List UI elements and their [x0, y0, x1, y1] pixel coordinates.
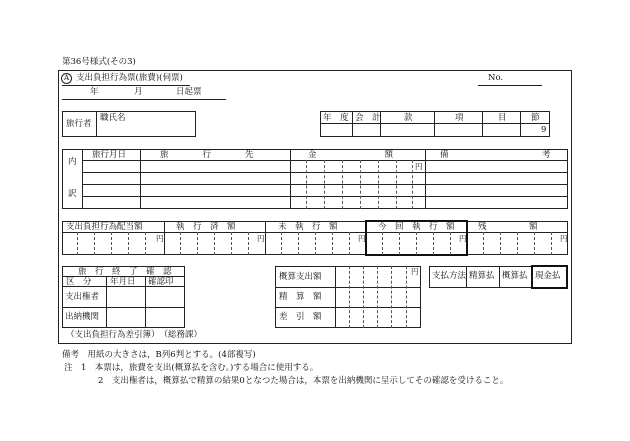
completion-title: 旅 行 終 了 確 認: [78, 267, 172, 277]
completion-col-date: 年月日: [110, 277, 136, 287]
payment-cash: 現金払: [535, 271, 561, 281]
completion-row-authority: 支出権者: [65, 292, 100, 302]
col-notes: 備 考: [440, 150, 551, 160]
budget-setsu: 節: [531, 113, 540, 123]
amount-remaining-label: 残 額: [478, 222, 538, 232]
traveler-label: 旅行者: [66, 119, 92, 129]
budget-kou: 項: [455, 113, 464, 123]
amount-this-time-label: 今 回 執 行 額: [378, 222, 455, 232]
settlement-yen: 円: [411, 267, 419, 276]
budget-kan: 款: [404, 113, 413, 123]
settlement-diff-label: 差 引 額: [279, 312, 322, 322]
breakdown-side-bottom: 訳: [68, 189, 77, 199]
col-destination: 旅 行 先: [160, 150, 254, 160]
budget-kaikei: 会 計: [355, 113, 381, 123]
breakdown-side-top: 内: [68, 157, 77, 167]
yen-remaining: 円: [560, 234, 568, 243]
settlement-approx-label: 概算支出額: [279, 272, 322, 282]
form-number: 第36号様式(その3): [62, 57, 136, 67]
date-suffix: 日起票: [176, 87, 202, 97]
settlement-settle-label: 精 算 額: [279, 292, 322, 302]
col-amount: 金 額: [308, 150, 394, 160]
amount-assigned-label: 支出負担行為配当額: [66, 222, 143, 232]
remarks: 備考 用紙の大きさは，B列6判とする。(4部複写): [62, 350, 256, 360]
number-label: No.: [488, 73, 504, 83]
yen-unexecuted: 円: [358, 234, 366, 243]
note-1: 注 1 本票は，旅費を支出(概算払を含む。)する場合に使用する。: [64, 363, 319, 373]
circle-mark: A: [61, 73, 72, 84]
payment-settle: 精算払: [469, 271, 495, 281]
amount-executed-label: 執 行 済 額: [176, 222, 236, 232]
completion-col-kubun: 区 分: [66, 277, 92, 287]
budget-moku: 目: [498, 113, 507, 123]
budget-setsu-value: 9: [541, 125, 547, 135]
yen-assigned: 円: [156, 234, 164, 243]
payment-approx: 概算払: [502, 271, 528, 281]
note-2: 2 支出権者は，概算払で精算の結果0となつた場合は，本票を出納機関に呈示してその確認を受けること。: [98, 376, 509, 386]
payment-method-label: 支払方法: [432, 271, 467, 281]
date-month: 月: [134, 87, 143, 97]
yen-this-time: 円: [459, 234, 467, 243]
form-title: 支出負担行為票(旅費)(伺票): [76, 73, 183, 83]
completion-row-cashier: 出納機関: [65, 312, 100, 322]
col-travel-date: 旅行月日: [92, 150, 127, 160]
traveler-name-label: 職氏名: [100, 113, 126, 123]
amount-unexecuted-label: 未 執 行 額: [278, 222, 338, 232]
sub-note: （支出負担行為差引簿） （総務課）: [66, 330, 203, 340]
breakdown-yen: 円: [415, 162, 423, 171]
yen-executed: 円: [257, 234, 265, 243]
date-year: 年: [90, 87, 99, 97]
budget-year: 年 度: [323, 113, 349, 123]
completion-col-seal: 確認印: [148, 277, 174, 287]
